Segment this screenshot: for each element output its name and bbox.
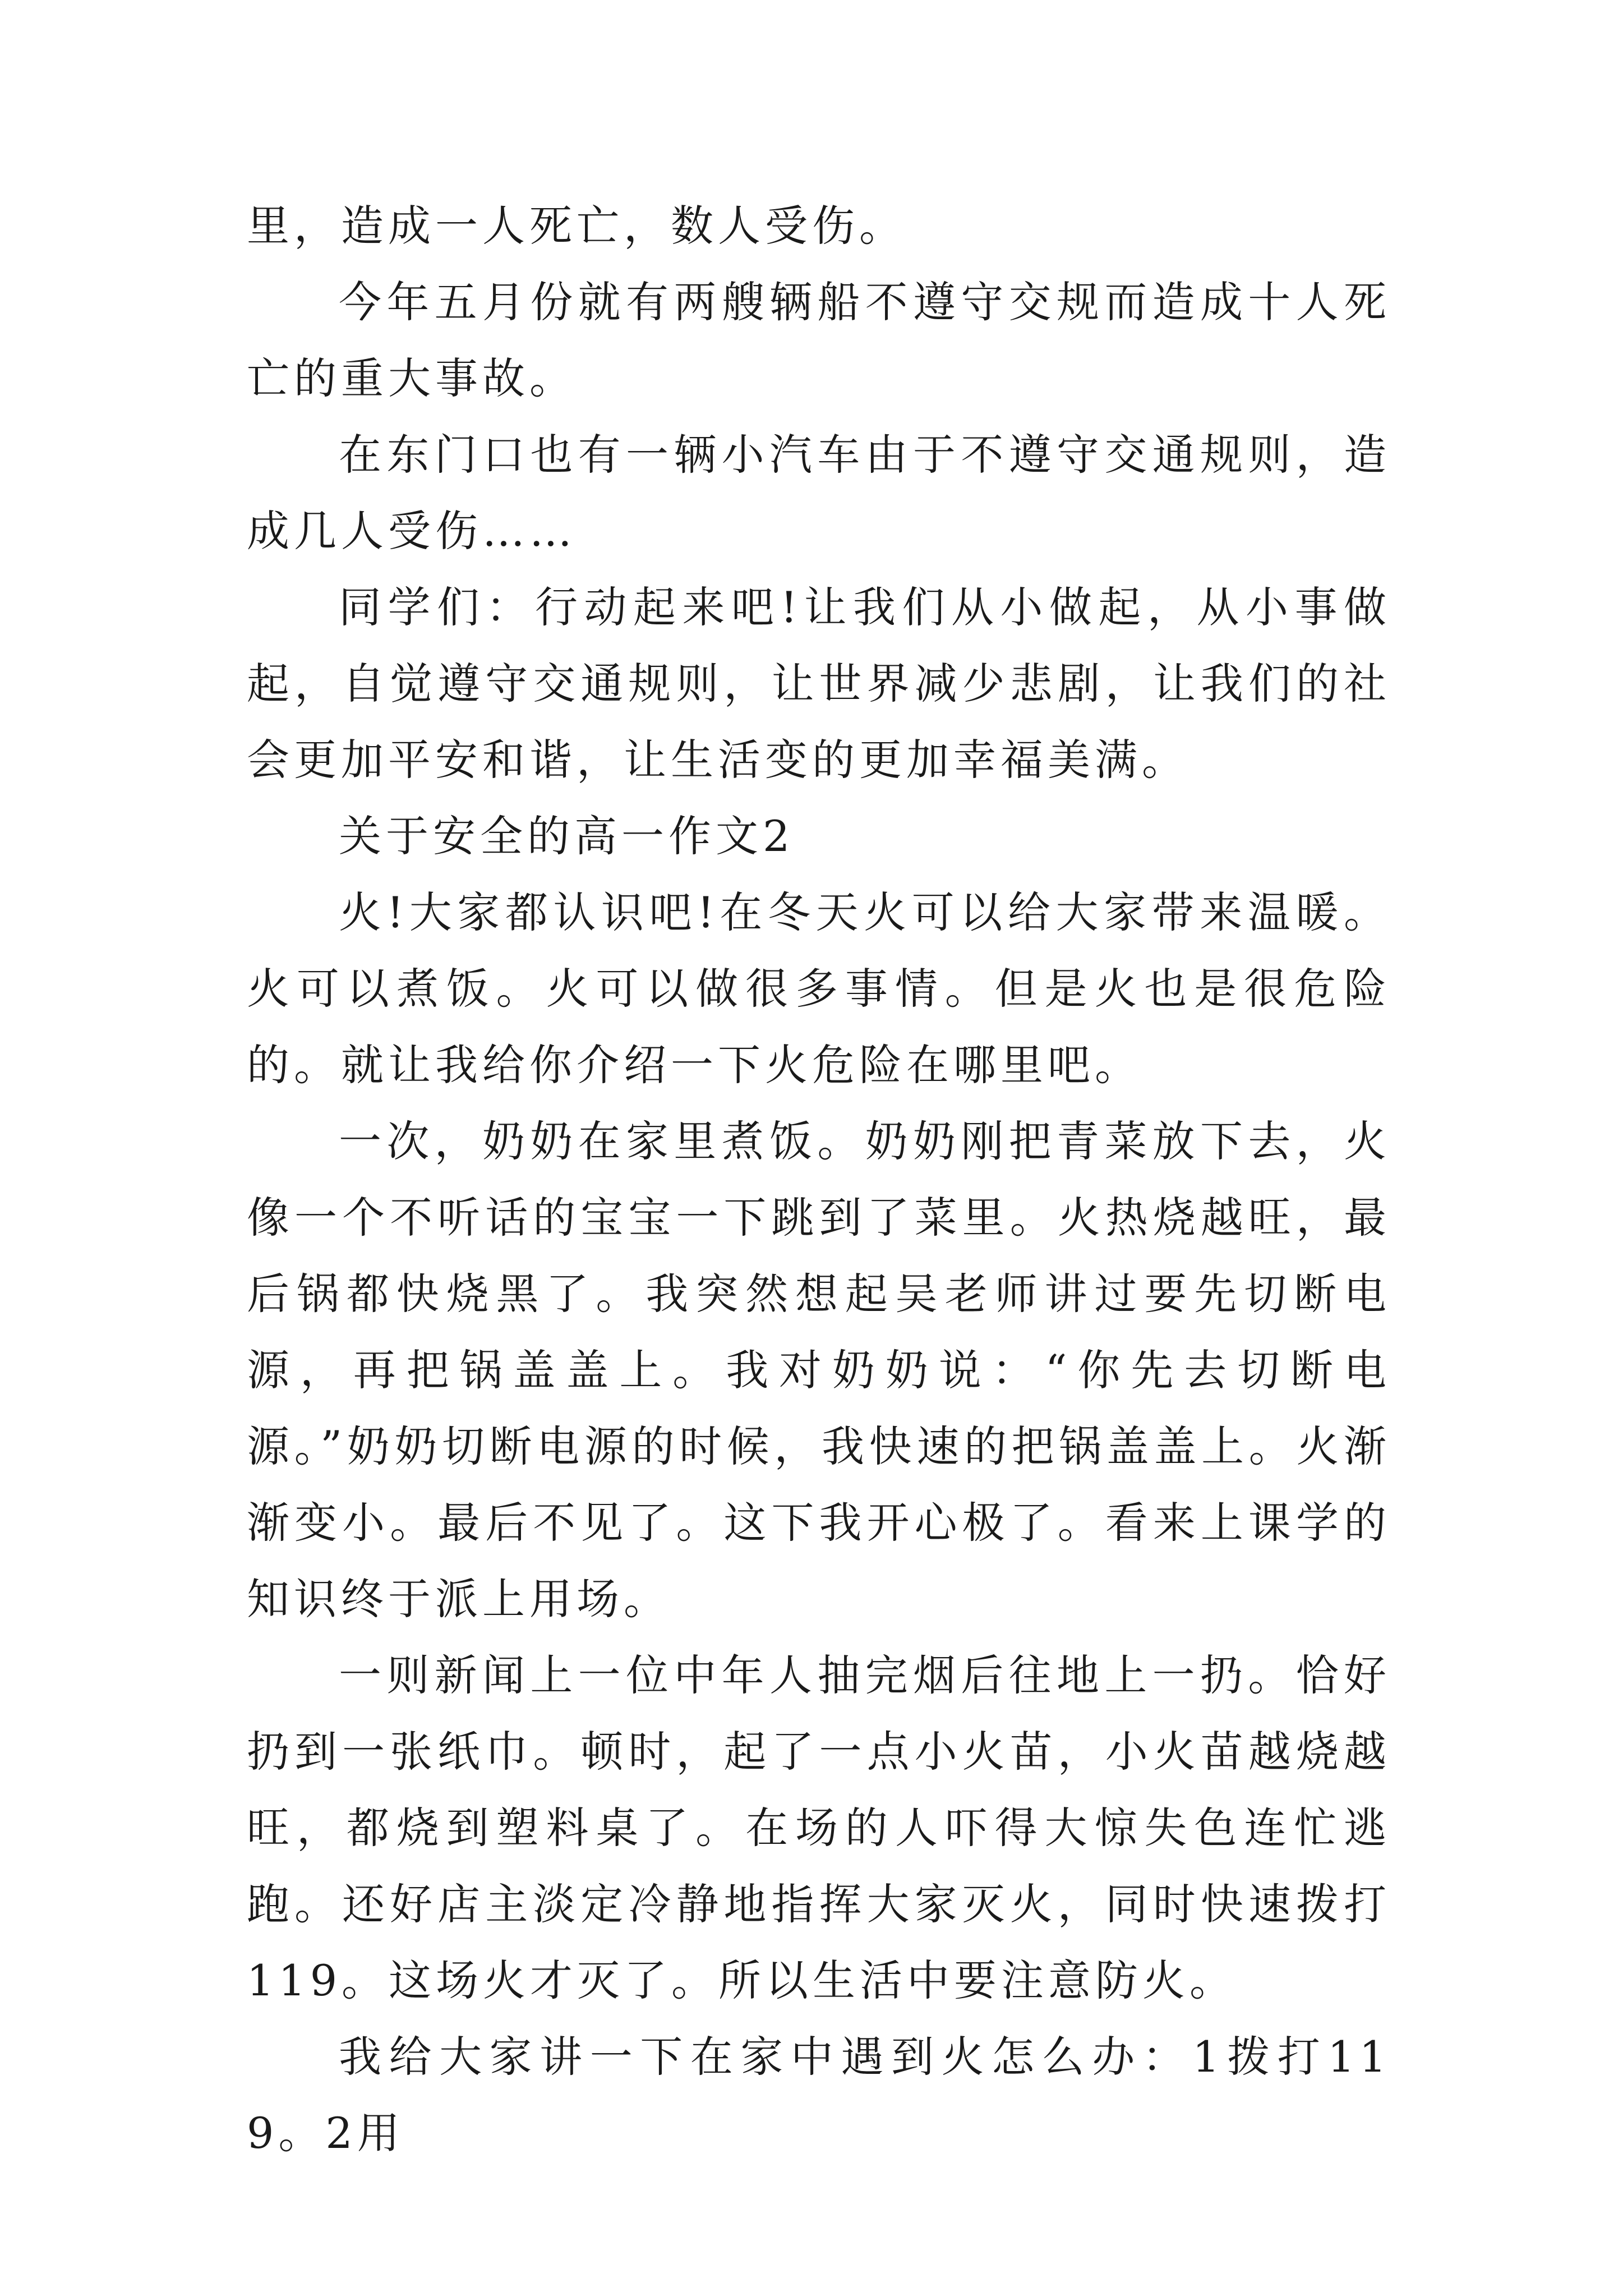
paragraph-2: 今年五月份就有两艘辆船不遵守交规而造成十人死亡的重大事故。: [247, 277, 1391, 403]
document-body: [247, 188, 1391, 2171]
section-heading: 关于安全的高一作文2: [339, 811, 795, 861]
paragraph-6: 一次，奶奶在家里煮饭。奶奶刚把青菜放下去，火像一个不听话的宝宝一下跳到了菜里。火热烧越旺，最后锅都快烧黑了。我突然想起吴老师讲过要先切断电源，再把锅盖盖上。我对奶奶说：“你先去切断电源。”奶奶切断电源的时候，我快速的把锅盖盖上。火渐渐变小。最后不见了。这下我开心极了。看来上课学的知识终于派上用场。: [247, 1116, 1391, 1624]
paragraph-8: 我给大家讲一下在家中遇到火怎么办：1拨打119。2用: [247, 2032, 1391, 2158]
paragraph-5: 火!大家都认识吧!在冬天火可以给大家带来温暖。火可以煮饭。火可以做很多事情。但是火也是很危险的。就让我给你介绍一下火危险在哪里吧。: [247, 887, 1391, 1090]
paragraph-3: 在东门口也有一辆小汽车由于不遵守交通规则，造成几人受伤……: [247, 430, 1391, 556]
paragraph-1: 里，造成一人死亡，数人受伤。: [247, 201, 906, 251]
paragraph-7: 一则新闻上一位中年人抽完烟后往地上一扔。恰好扔到一张纸巾。顿时，起了一点小火苗，小火苗越烧越旺，都烧到塑料桌了。在场的人吓得大惊失色连忙逃跑。还好店主淡定冷静地指挥大家灭火，同时快速拨打119。这场火才灭了。所以生活中要注意防火。: [247, 1650, 1391, 2005]
paragraph-4: 同学们：行动起来吧!让我们从小做起，从小事做起，自觉遵守交通规则，让世界减少悲剧，让我们的社会更加平安和谐，让生活变的更加幸福美满。: [247, 582, 1391, 785]
